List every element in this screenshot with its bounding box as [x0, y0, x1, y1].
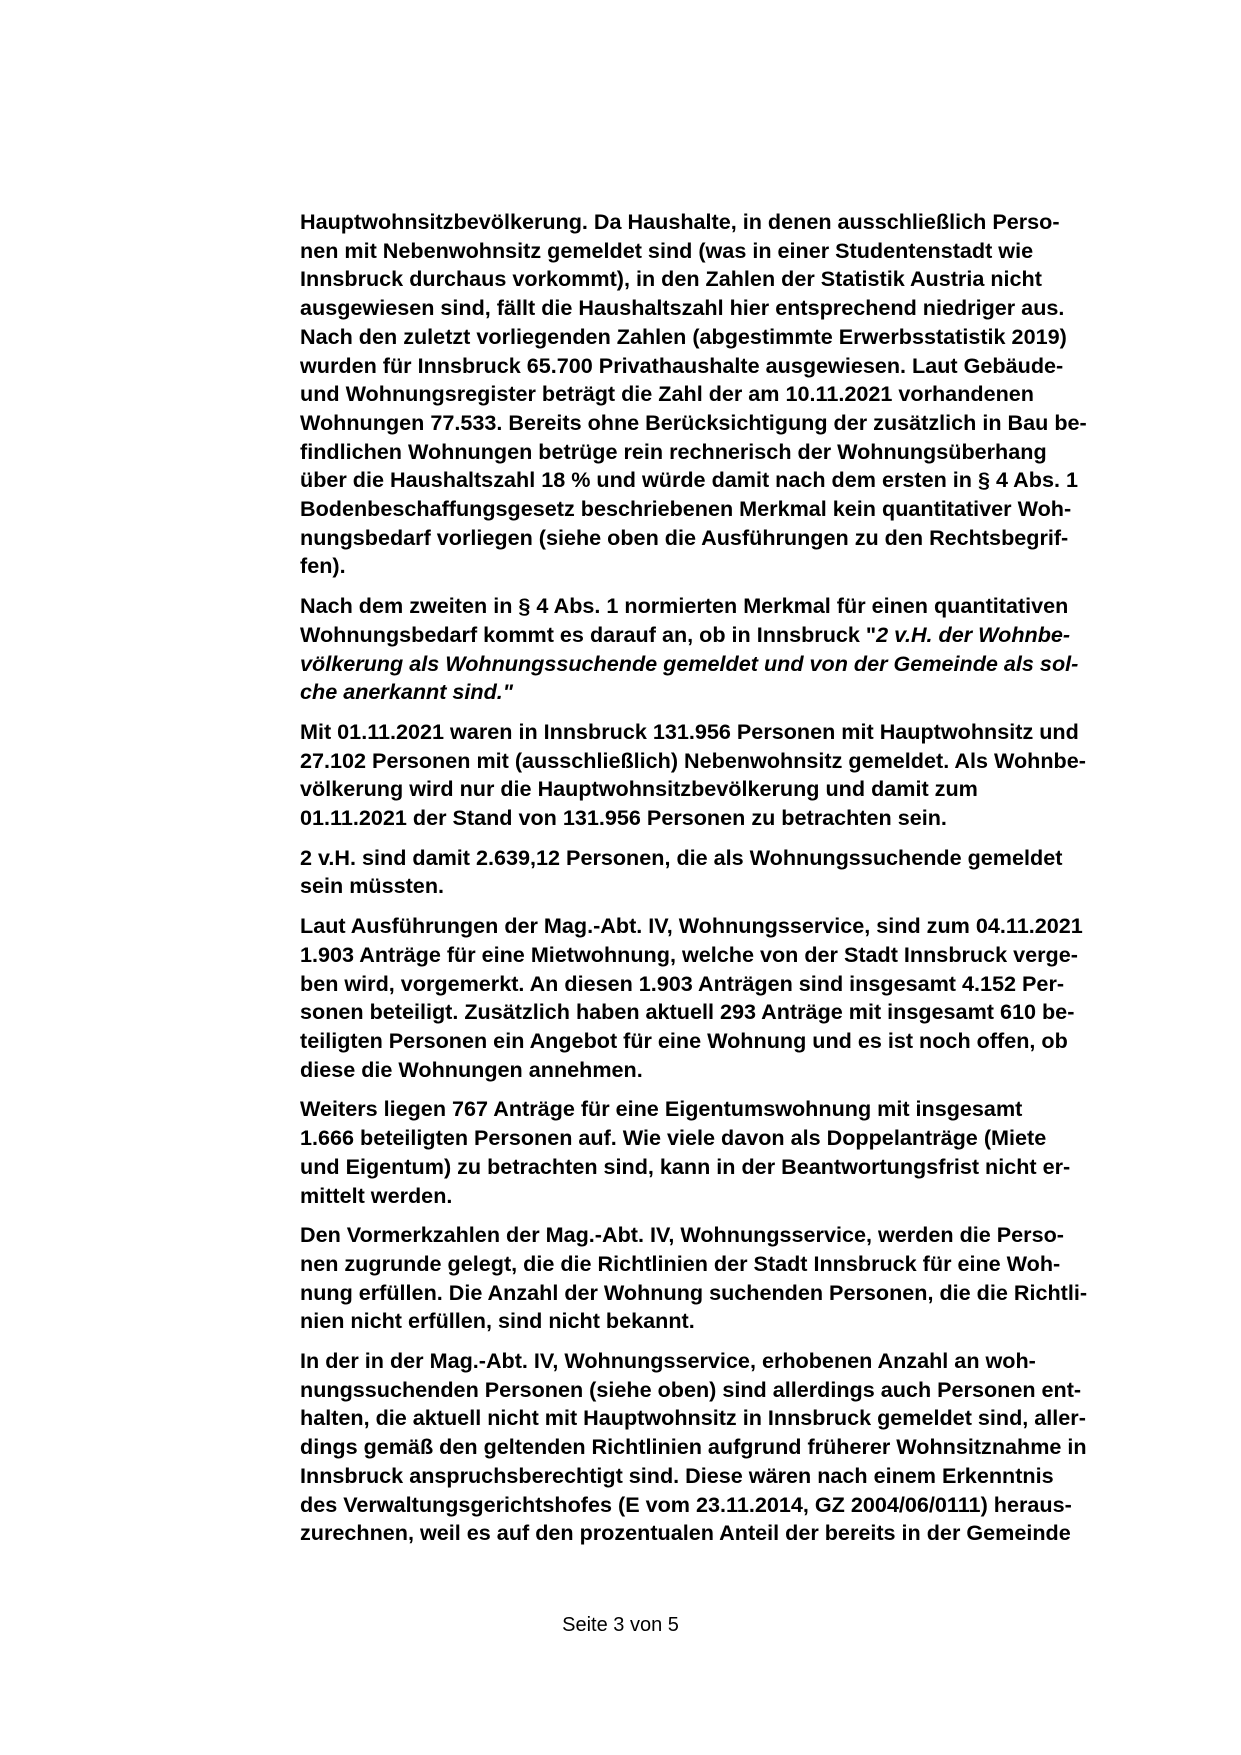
text-segment: ben wird, vorgemerkt. An diesen 1.903 Anträgen sind insgesamt 4.152 Per-	[300, 970, 1065, 996]
text-segment: Nach dem zweiten in § 4 Abs. 1 normierten Merkmal für einen quantitativen	[300, 593, 1069, 619]
page-footer	[0, 1614, 1241, 1637]
text-line	[300, 1347, 1150, 1376]
text-segment: und Wohnungsregister beträgt die Zahl der am 10.11.2021 vorhandenen	[300, 381, 1034, 407]
text-line	[300, 804, 1150, 833]
text-line	[300, 912, 1150, 941]
text-segment: 27.102 Personen mit (ausschließlich) Nebenwohnsitz gemeldet. Als Wohnbe-	[300, 747, 1086, 773]
text-segment: ausgewiesen sind, fällt die Haushaltszahl hier entsprechend niedriger aus.	[300, 295, 1065, 321]
text-segment: Nach den zuletzt vorliegenden Zahlen (abgestimmte Erwerbsstatistik 2019)	[300, 323, 1067, 349]
text-segment: diese die Wohnungen annehmen.	[300, 1056, 643, 1082]
text-segment: teiligten Personen ein Angebot für eine Wohnung und es ist noch offen, ob	[300, 1027, 1068, 1053]
text-line	[300, 1124, 1150, 1153]
text-segment: Wohnungsbedarf kommt es darauf an, ob in Innsbruck "	[300, 621, 877, 647]
text-segment: des Verwaltungsgerichtshofes (E vom 23.11.2014, GZ 2004/06/0111) heraus-	[300, 1491, 1072, 1517]
text-segment: Innsbruck anspruchsberechtigt sind. Diese wären nach einem Erkenntnis	[300, 1462, 1054, 1488]
text-segment: nien nicht erfüllen, sind nicht bekannt.	[300, 1308, 695, 1334]
text-line	[300, 495, 1150, 524]
paragraph	[300, 1347, 1150, 1548]
text-line	[300, 294, 1150, 323]
paragraph	[300, 208, 1150, 581]
text-segment: dings gemäß den geltenden Richtlinien aufgrund früherer Wohnsitznahme in	[300, 1434, 1087, 1460]
text-segment: nen zugrunde gelegt, die die Richtlinien der Stadt Innsbruck für eine Woh-	[300, 1250, 1061, 1276]
paragraph	[300, 1221, 1150, 1336]
text-line	[300, 265, 1150, 294]
text-segment: sein müssten.	[300, 873, 445, 899]
text-segment: In der in der Mag.-Abt. IV, Wohnungsservice, erhobenen Anzahl an woh-	[300, 1348, 1036, 1374]
text-line	[300, 1519, 1150, 1548]
text-segment: nen mit Nebenwohnsitz gemeldet sind (was in einer Studentenstadt wie	[300, 237, 1034, 263]
text-line	[300, 1250, 1150, 1279]
text-line	[300, 466, 1150, 495]
text-line	[300, 1307, 1150, 1336]
text-line	[300, 718, 1150, 747]
page-number: Seite 3 von 5	[562, 1614, 679, 1636]
text-line	[300, 409, 1150, 438]
text-segment: Den Vormerkzahlen der Mag.-Abt. IV, Wohnungsservice, werden die Perso-	[300, 1222, 1064, 1248]
text-line	[300, 970, 1150, 999]
text-line	[300, 1153, 1150, 1182]
text-segment: zurechnen, weil es auf den prozentualen Anteil der bereits in der Gemeinde	[300, 1520, 1071, 1546]
text-line	[300, 237, 1150, 266]
text-segment: 01.11.2021 der Stand von 131.956 Personen zu betrachten sein.	[300, 805, 947, 831]
text-line	[300, 678, 1150, 707]
text-segment: fen).	[300, 553, 346, 579]
text-line	[300, 1221, 1150, 1250]
text-line	[300, 844, 1150, 873]
text-segment: über die Haushaltszahl 18 % und würde damit nach dem ersten in § 4 Abs. 1	[300, 467, 1078, 493]
text-line	[300, 208, 1150, 237]
text-segment: nungssuchenden Personen (siehe oben) sind allerdings auch Personen ent-	[300, 1376, 1082, 1402]
text-line	[300, 1027, 1150, 1056]
text-line	[300, 1279, 1150, 1308]
italic-text-segment: 2 v.H. der Wohnbe-	[876, 621, 1071, 647]
text-line	[300, 1095, 1150, 1124]
text-segment: nungsbedarf vorliegen (siehe oben die Ausführungen zu den Rechtsbegrif-	[300, 524, 1069, 550]
text-line	[300, 1056, 1150, 1085]
text-line	[300, 1491, 1150, 1520]
text-line	[300, 552, 1150, 581]
text-line	[300, 592, 1150, 621]
text-segment: Laut Ausführungen der Mag.-Abt. IV, Wohnungsservice, sind zum 04.11.2021	[300, 913, 1083, 939]
text-segment: wurden für Innsbruck 65.700 Privathaushalte ausgewiesen. Laut Gebäude-	[300, 352, 1064, 378]
text-segment: Hauptwohnsitzbevölkerung. Da Haushalte, in denen ausschließlich Perso-	[300, 209, 1060, 234]
text-line	[300, 941, 1150, 970]
text-line	[300, 650, 1150, 679]
document-body	[300, 208, 1150, 1559]
text-segment: 2 v.H. sind damit 2.639,12 Personen, die als Wohnungssuchende gemeldet	[300, 844, 1063, 870]
text-line	[300, 380, 1150, 409]
text-line	[300, 775, 1150, 804]
text-segment: völkerung wird nur die Hauptwohnsitzbevölkerung und damit zum	[300, 776, 978, 802]
text-segment: sonen beteiligt. Zusätzlich haben aktuell 293 Anträge mit insgesamt 610 be-	[300, 999, 1075, 1025]
text-line	[300, 438, 1150, 467]
text-line	[300, 1182, 1150, 1211]
paragraph	[300, 1095, 1150, 1210]
text-line	[300, 524, 1150, 553]
text-segment: Weiters liegen 767 Anträge für eine Eigentumswohnung mit insgesamt	[300, 1096, 1023, 1122]
text-segment: 1.903 Anträge für eine Mietwohnung, welche von der Stadt Innsbruck verge-	[300, 941, 1078, 967]
text-line	[300, 352, 1150, 381]
text-line	[300, 1433, 1150, 1462]
paragraph	[300, 912, 1150, 1084]
text-segment: nung erfüllen. Die Anzahl der Wohnung suchenden Personen, die die Richtli-	[300, 1279, 1088, 1305]
text-line	[300, 1376, 1150, 1405]
text-segment: Wohnungen 77.533. Bereits ohne Berücksichtigung der zusätzlich in Bau be-	[300, 409, 1087, 435]
text-segment: halten, die aktuell nicht mit Hauptwohnsitz in Innsbruck gemeldet sind, aller-	[300, 1405, 1086, 1431]
text-line	[300, 1404, 1150, 1433]
italic-text-segment: völkerung als Wohnungssuchende gemeldet und von der Gemeinde als sol-	[300, 650, 1079, 676]
text-line	[300, 621, 1150, 650]
text-line	[300, 998, 1150, 1027]
text-segment: Innsbruck durchaus vorkommt), in den Zahlen der Statistik Austria nicht	[300, 266, 1042, 292]
paragraph	[300, 844, 1150, 901]
text-segment: Bodenbeschaffungsgesetz beschriebenen Merkmal kein quantitativer Woh-	[300, 496, 1072, 522]
text-segment: Mit 01.11.2021 waren in Innsbruck 131.956 Personen mit Hauptwohnsitz und	[300, 718, 1079, 744]
text-segment: 1.666 beteiligten Personen auf. Wie viele davon als Doppelanträge (Miete	[300, 1125, 1047, 1151]
text-segment: findlichen Wohnungen betrüge rein rechnerisch der Wohnungsüberhang	[300, 438, 1047, 464]
italic-text-segment: che anerkannt sind."	[300, 679, 514, 705]
text-line	[300, 872, 1150, 901]
text-segment: und Eigentum) zu betrachten sind, kann in der Beantwortungsfrist nicht er-	[300, 1153, 1071, 1179]
text-line	[300, 323, 1150, 352]
text-line	[300, 747, 1150, 776]
paragraph	[300, 718, 1150, 833]
paragraph	[300, 592, 1150, 707]
text-segment: mittelt werden.	[300, 1182, 453, 1208]
text-line	[300, 1462, 1150, 1491]
